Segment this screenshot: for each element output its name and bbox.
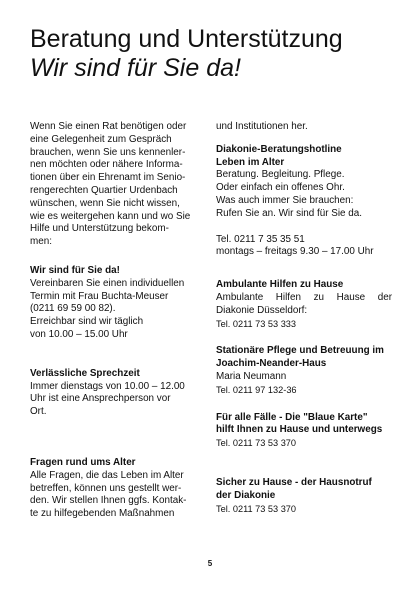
section-for-you bbox=[30, 265, 202, 342]
text-line: (0211 69 59 00 82). bbox=[30, 303, 116, 315]
text-line: Was auch immer Sie brauchen: bbox=[216, 194, 354, 206]
phone-number: Tel. 0211 73 53 370 bbox=[216, 503, 297, 514]
text-line: Erreichbar sind wir täglich bbox=[30, 316, 144, 328]
contact-person: Maria Neumann bbox=[216, 370, 287, 382]
section-heading: hilft Ihnen zu Hause und unterwegs bbox=[216, 424, 383, 436]
section-heading: Verlässliche Sprechzeit bbox=[30, 367, 140, 379]
text-line: wie es weitergehen kann und wo Sie bbox=[30, 210, 191, 222]
section-heading: Wir sind für Sie da! bbox=[30, 264, 120, 276]
text-line: Rufen Sie an. Wir sind für Sie da. bbox=[216, 207, 362, 219]
text-line: wünschen, wenn Sie nicht wissen, bbox=[30, 197, 180, 209]
section-ambulant bbox=[216, 279, 392, 330]
section-heading: Diakonie-Beratungshotline bbox=[216, 143, 342, 155]
section-heading: Joachim-Neander-Haus bbox=[216, 358, 327, 370]
page-number: 5 bbox=[207, 559, 213, 568]
section-heading: Leben im Alter bbox=[216, 156, 285, 168]
section-heading: Fragen rund ums Alter bbox=[30, 456, 136, 468]
right-column bbox=[216, 121, 392, 515]
section-stationary-care bbox=[216, 345, 392, 396]
section-heading: Stationäre Pflege und Betreuung im bbox=[216, 345, 384, 357]
text-line: nen möchten oder nähere Informa- bbox=[30, 159, 183, 171]
text-line: Alle Fragen, die das Leben im Alter bbox=[30, 469, 184, 481]
section-consultation-hours bbox=[30, 368, 202, 419]
text-line: Immer dienstags von 10.00 – 12.00 bbox=[30, 380, 185, 392]
left-column bbox=[30, 121, 202, 521]
page-title: Beratung und Unterstützung bbox=[30, 25, 343, 53]
text-line: men: bbox=[30, 236, 52, 248]
phone-number: Tel. 0211 73 53 370 bbox=[216, 438, 297, 449]
text-line: tionen über ein Ehrenamt im Senio- bbox=[30, 172, 186, 184]
text-line: Wenn Sie einen Rat benötigen oder bbox=[30, 121, 187, 132]
text-line: betreffen, können uns gestellt wer- bbox=[30, 482, 182, 494]
phone-number: Tel. 0211 73 53 333 bbox=[216, 318, 297, 329]
text-line: und Institutionen her. bbox=[216, 121, 308, 132]
text-line: Uhr ist eine Ansprechperson vor bbox=[30, 393, 171, 405]
section-blue-card bbox=[216, 412, 392, 450]
text-line: eine Gelegenheit zum Gespräch bbox=[30, 133, 172, 145]
section-hotline bbox=[216, 144, 392, 259]
phone-number: Tel. 0211 97 132-36 bbox=[216, 384, 297, 395]
continuation-text bbox=[216, 121, 392, 134]
section-home-emergency-call bbox=[216, 477, 392, 515]
text-line: Oder einfach ein offenes Ohr. bbox=[216, 182, 345, 194]
section-heading: Ambulante Hilfen zu Hause bbox=[216, 279, 344, 291]
section-heading: Für alle Fälle - Die "Blaue Karte" bbox=[216, 411, 368, 423]
text-line: brauchen, wenn Sie uns kennenler- bbox=[30, 146, 186, 158]
opening-hours: montags – freitags 9.30 – 17.00 Uhr bbox=[216, 246, 374, 258]
text-line: rengerechten Quartier Urdenbach bbox=[30, 184, 178, 196]
section-heading: Sicher zu Hause - der Hausnotruf bbox=[216, 476, 372, 488]
text-line: Diakonie Düsseldorf: bbox=[216, 304, 308, 316]
text-line: von 10.00 – 15.00 Uhr bbox=[30, 328, 128, 340]
text-line: te zu hilfegebenden Maßnahmen bbox=[30, 508, 175, 520]
text-line: Hilfe und Unterstützung bekom- bbox=[30, 223, 169, 235]
section-heading: der Diakonie bbox=[216, 489, 276, 501]
text-line: Vereinbaren Sie einen individuellen bbox=[30, 277, 185, 289]
phone-number: Tel. 0211 7 35 35 51 bbox=[216, 233, 305, 245]
text-line: Ambulante Hilfen zu Hause der bbox=[216, 291, 392, 303]
section-age-questions bbox=[30, 457, 202, 521]
text-line: den. Wir stellen Ihnen ggfs. Kontak- bbox=[30, 495, 187, 507]
text-line: Ort. bbox=[30, 406, 47, 418]
intro-paragraph bbox=[30, 121, 202, 249]
text-line: Termin mit Frau Buchta-Meuser bbox=[30, 290, 169, 302]
text-line: Beratung. Begleitung. Pflege. bbox=[216, 169, 345, 181]
page-subtitle: Wir sind für Sie da! bbox=[30, 54, 241, 82]
